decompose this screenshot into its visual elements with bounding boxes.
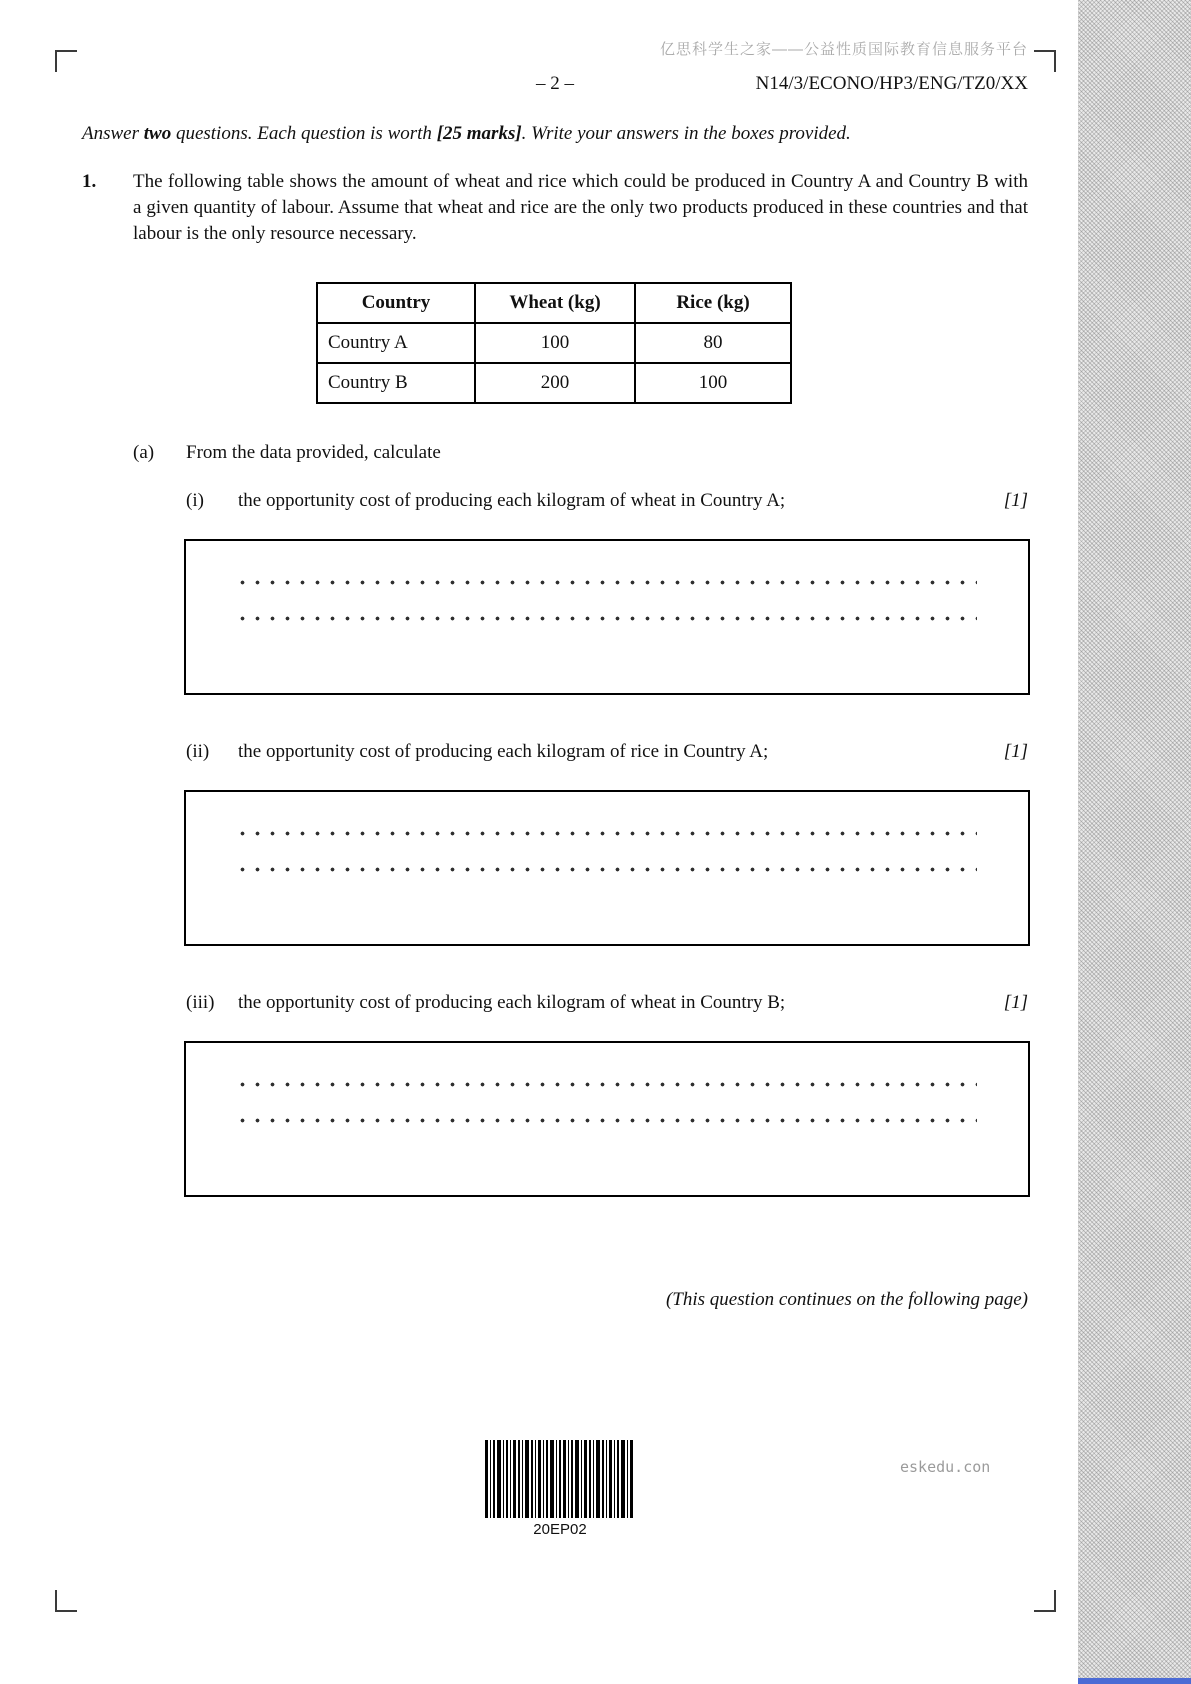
production-table	[316, 282, 792, 404]
subpart-ii-marks: [1]	[1003, 740, 1028, 762]
question-text: The following table shows the amount of wheat and rice which could be produced in Country A and Country B with a given quantity of labour. Assume that wheat and rice are the only two products produced in these countries and that labour is the only resource necessary.	[133, 171, 1028, 245]
subpart-i-marks: [1]	[1003, 489, 1028, 511]
subpart-i	[186, 490, 1028, 512]
subpart-i-text: the opportunity cost of producing each kilogram of wheat in Country A;	[238, 489, 786, 511]
answer-dotted-line	[240, 831, 977, 836]
answer-dotted-line	[240, 1082, 977, 1087]
table-row	[317, 323, 791, 363]
answer-dotted-line	[240, 580, 977, 585]
page-number: – 2 –	[536, 73, 574, 94]
question-number: 1.	[82, 171, 97, 192]
part-a	[133, 442, 1028, 464]
table-header-country: Country	[317, 283, 475, 323]
barcode-block	[484, 1440, 636, 1538]
table-row	[317, 363, 791, 403]
cell-country-a-rice: 80	[635, 323, 791, 363]
site-watermark-note: 亿思科学生之家——公益性质国际教育信息服务平台	[659, 41, 1028, 58]
subpart-ii-label: (ii)	[186, 740, 210, 762]
site-footer-watermark: eskedu.con	[900, 1458, 991, 1476]
cell-country-a-wheat: 100	[475, 323, 635, 363]
table-header-rice: Rice (kg)	[635, 283, 791, 323]
table-header-row	[317, 283, 791, 323]
subpart-i-label: (i)	[186, 489, 204, 511]
barcode-label: 20EP02	[533, 1521, 587, 1538]
part-a-label: (a)	[133, 441, 155, 463]
answer-dotted-line	[240, 867, 977, 872]
page-content	[82, 38, 1028, 1311]
crop-mark-top-left	[55, 50, 77, 72]
cell-country-b-rice: 100	[635, 363, 791, 403]
crop-mark-bottom-left	[55, 1590, 77, 1612]
instructions-bold-marks: [25 marks]	[436, 123, 522, 144]
subpart-ii-text: the opportunity cost of producing each kilogram of rice in Country A;	[238, 740, 769, 762]
cell-country-b-wheat: 200	[475, 363, 635, 403]
instructions-text-2: questions. Each question is worth	[171, 123, 437, 144]
cell-country-b: Country B	[317, 363, 475, 403]
answer-box-ii	[184, 790, 1030, 946]
answer-dotted-line	[240, 616, 977, 621]
instructions-text-1: Answer	[82, 123, 144, 144]
instructions-text-3: . Write your answers in the boxes provided.	[521, 123, 851, 144]
paper-code: N14/3/ECONO/HP3/ENG/TZ0/XX	[755, 73, 1028, 94]
part-a-text: From the data provided, calculate	[186, 441, 441, 463]
table-header-wheat: Wheat (kg)	[475, 283, 635, 323]
subpart-iii	[186, 992, 1028, 1014]
subpart-iii-text: the opportunity cost of producing each kilogram of wheat in Country B;	[238, 991, 786, 1013]
answer-dotted-line	[240, 1118, 977, 1123]
binding-texture-strip	[1078, 0, 1191, 1684]
subpart-iii-marks: [1]	[1003, 991, 1028, 1013]
continuation-note: (This question continues on the following page)	[665, 1288, 1028, 1310]
crop-mark-bottom-right	[1034, 1590, 1056, 1612]
subpart-ii	[186, 741, 1028, 763]
question-1	[82, 169, 1028, 248]
cell-country-a: Country A	[317, 323, 475, 363]
exam-instructions	[82, 123, 1028, 145]
crop-mark-top-right	[1034, 50, 1056, 72]
subpart-iii-label: (iii)	[186, 991, 215, 1013]
barcode	[485, 1440, 635, 1518]
answer-box-iii	[184, 1041, 1030, 1197]
bottom-blue-edge	[1078, 1678, 1191, 1684]
instructions-bold-two: two	[143, 123, 172, 144]
page-header	[82, 73, 1028, 95]
answer-box-i	[184, 539, 1030, 695]
